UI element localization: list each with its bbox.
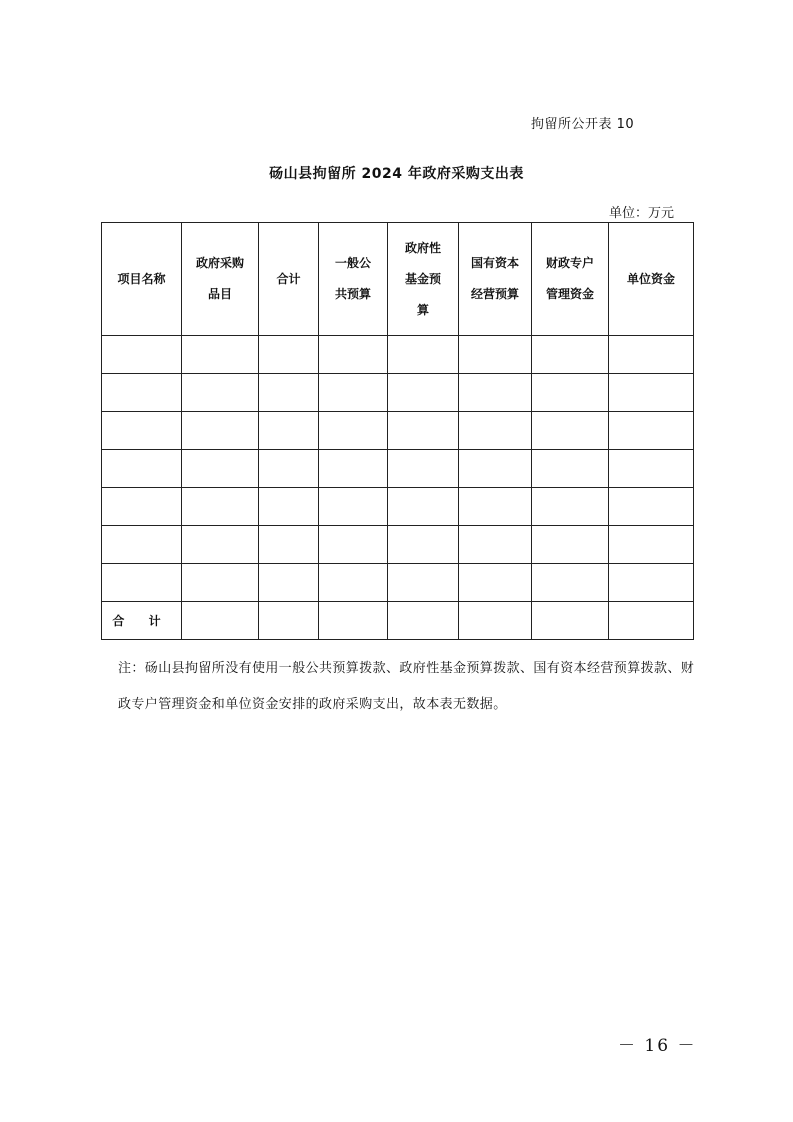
table-cell — [532, 374, 609, 412]
column-header-text: 单位资金 — [626, 271, 675, 286]
table-cell — [259, 602, 319, 640]
table-cell — [609, 336, 694, 374]
table-row — [102, 450, 694, 488]
table-cell — [259, 488, 319, 526]
table-row — [102, 488, 694, 526]
table-cell — [459, 412, 532, 450]
table-cell — [182, 602, 259, 640]
table-cell — [459, 450, 532, 488]
column-header-text: 基金预 — [404, 271, 441, 286]
table-cell — [182, 488, 259, 526]
table-cell — [459, 602, 532, 640]
table-cell — [259, 412, 319, 450]
column-header — [609, 223, 694, 336]
table-cell — [388, 336, 459, 374]
table-cell — [102, 488, 182, 526]
total-label: 合 计 — [102, 602, 182, 640]
table-cell — [609, 374, 694, 412]
column-header-text: 合计 — [276, 271, 301, 286]
table-cell — [388, 602, 459, 640]
column-header-text: 经营预算 — [470, 287, 519, 301]
table-cell — [388, 450, 459, 488]
table-cell — [532, 526, 609, 564]
column-header-text: 财政专户 — [545, 256, 594, 270]
form-number-label: 拘留所公开表 10 — [531, 117, 635, 132]
table-cell — [319, 450, 388, 488]
table-cell — [102, 374, 182, 412]
column-header-text: 管理资金 — [545, 287, 594, 301]
column-header — [319, 223, 388, 336]
table-cell — [259, 336, 319, 374]
table-cell — [532, 336, 609, 374]
table-cell — [609, 488, 694, 526]
table-cell — [532, 412, 609, 450]
column-header-text: 国有资本 — [470, 256, 519, 270]
column-header-text: 政府性 — [404, 240, 441, 255]
table-cell — [609, 602, 694, 640]
column-header-text: 项目名称 — [117, 271, 166, 286]
table-cell — [182, 564, 259, 602]
total-row — [102, 602, 694, 640]
column-header-text: 一般公 — [334, 256, 371, 270]
column-header-text: 品目 — [207, 287, 232, 301]
table-cell — [388, 412, 459, 450]
column-header — [388, 223, 459, 336]
table-cell — [182, 336, 259, 374]
column-header-text: 政府采购 — [195, 256, 244, 270]
table-cell — [459, 336, 532, 374]
column-header-text: 共预算 — [334, 287, 371, 301]
table-cell — [319, 336, 388, 374]
table-cell — [609, 412, 694, 450]
table-row — [102, 374, 694, 412]
table-cell — [319, 488, 388, 526]
table-cell — [319, 374, 388, 412]
table-cell — [532, 450, 609, 488]
table-cell — [609, 450, 694, 488]
column-header — [182, 223, 259, 336]
table-cell — [609, 564, 694, 602]
table-cell — [459, 564, 532, 602]
table-cell — [182, 450, 259, 488]
table-cell — [182, 412, 259, 450]
table-cell — [259, 564, 319, 602]
document-title: 砀山县拘留所 2024 年政府采购支出表 — [269, 166, 524, 182]
table-cell — [319, 602, 388, 640]
table-cell — [102, 412, 182, 450]
table-body — [102, 336, 694, 640]
table-row — [102, 526, 694, 564]
column-header — [459, 223, 532, 336]
table-row — [102, 412, 694, 450]
table-cell — [388, 564, 459, 602]
table-cell — [388, 488, 459, 526]
table-cell — [532, 488, 609, 526]
table-cell — [459, 526, 532, 564]
unit-label: 单位：万元 — [609, 206, 675, 221]
table-cell — [459, 374, 532, 412]
table-cell — [319, 412, 388, 450]
procurement-table — [101, 222, 694, 640]
table-note: 注：砀山县拘留所没有使用一般公共预算拨款、政府性基金预算拨款、国有资本经营预算拨款、财政专户管理资金和单位资金安排的政府采购支出，故本表无数据。 — [118, 661, 695, 712]
column-header — [259, 223, 319, 336]
table-cell — [319, 526, 388, 564]
table-cell — [532, 564, 609, 602]
table-row — [102, 564, 694, 602]
table-cell — [609, 526, 694, 564]
table-cell — [388, 374, 459, 412]
table-header-row — [102, 223, 694, 336]
table-cell — [319, 564, 388, 602]
table-cell — [102, 450, 182, 488]
table-row — [102, 336, 694, 374]
table-cell — [182, 374, 259, 412]
table-cell — [532, 602, 609, 640]
table-cell — [459, 488, 532, 526]
column-header — [102, 223, 182, 336]
table-cell — [259, 526, 319, 564]
table-cell — [102, 564, 182, 602]
table-cell — [102, 526, 182, 564]
column-header — [532, 223, 609, 336]
table-cell — [388, 526, 459, 564]
table-cell — [102, 336, 182, 374]
page-number: － 16 － — [618, 1036, 697, 1056]
table-cell — [259, 450, 319, 488]
table-cell — [182, 526, 259, 564]
table-cell — [259, 374, 319, 412]
column-header-text: 算 — [416, 302, 429, 317]
